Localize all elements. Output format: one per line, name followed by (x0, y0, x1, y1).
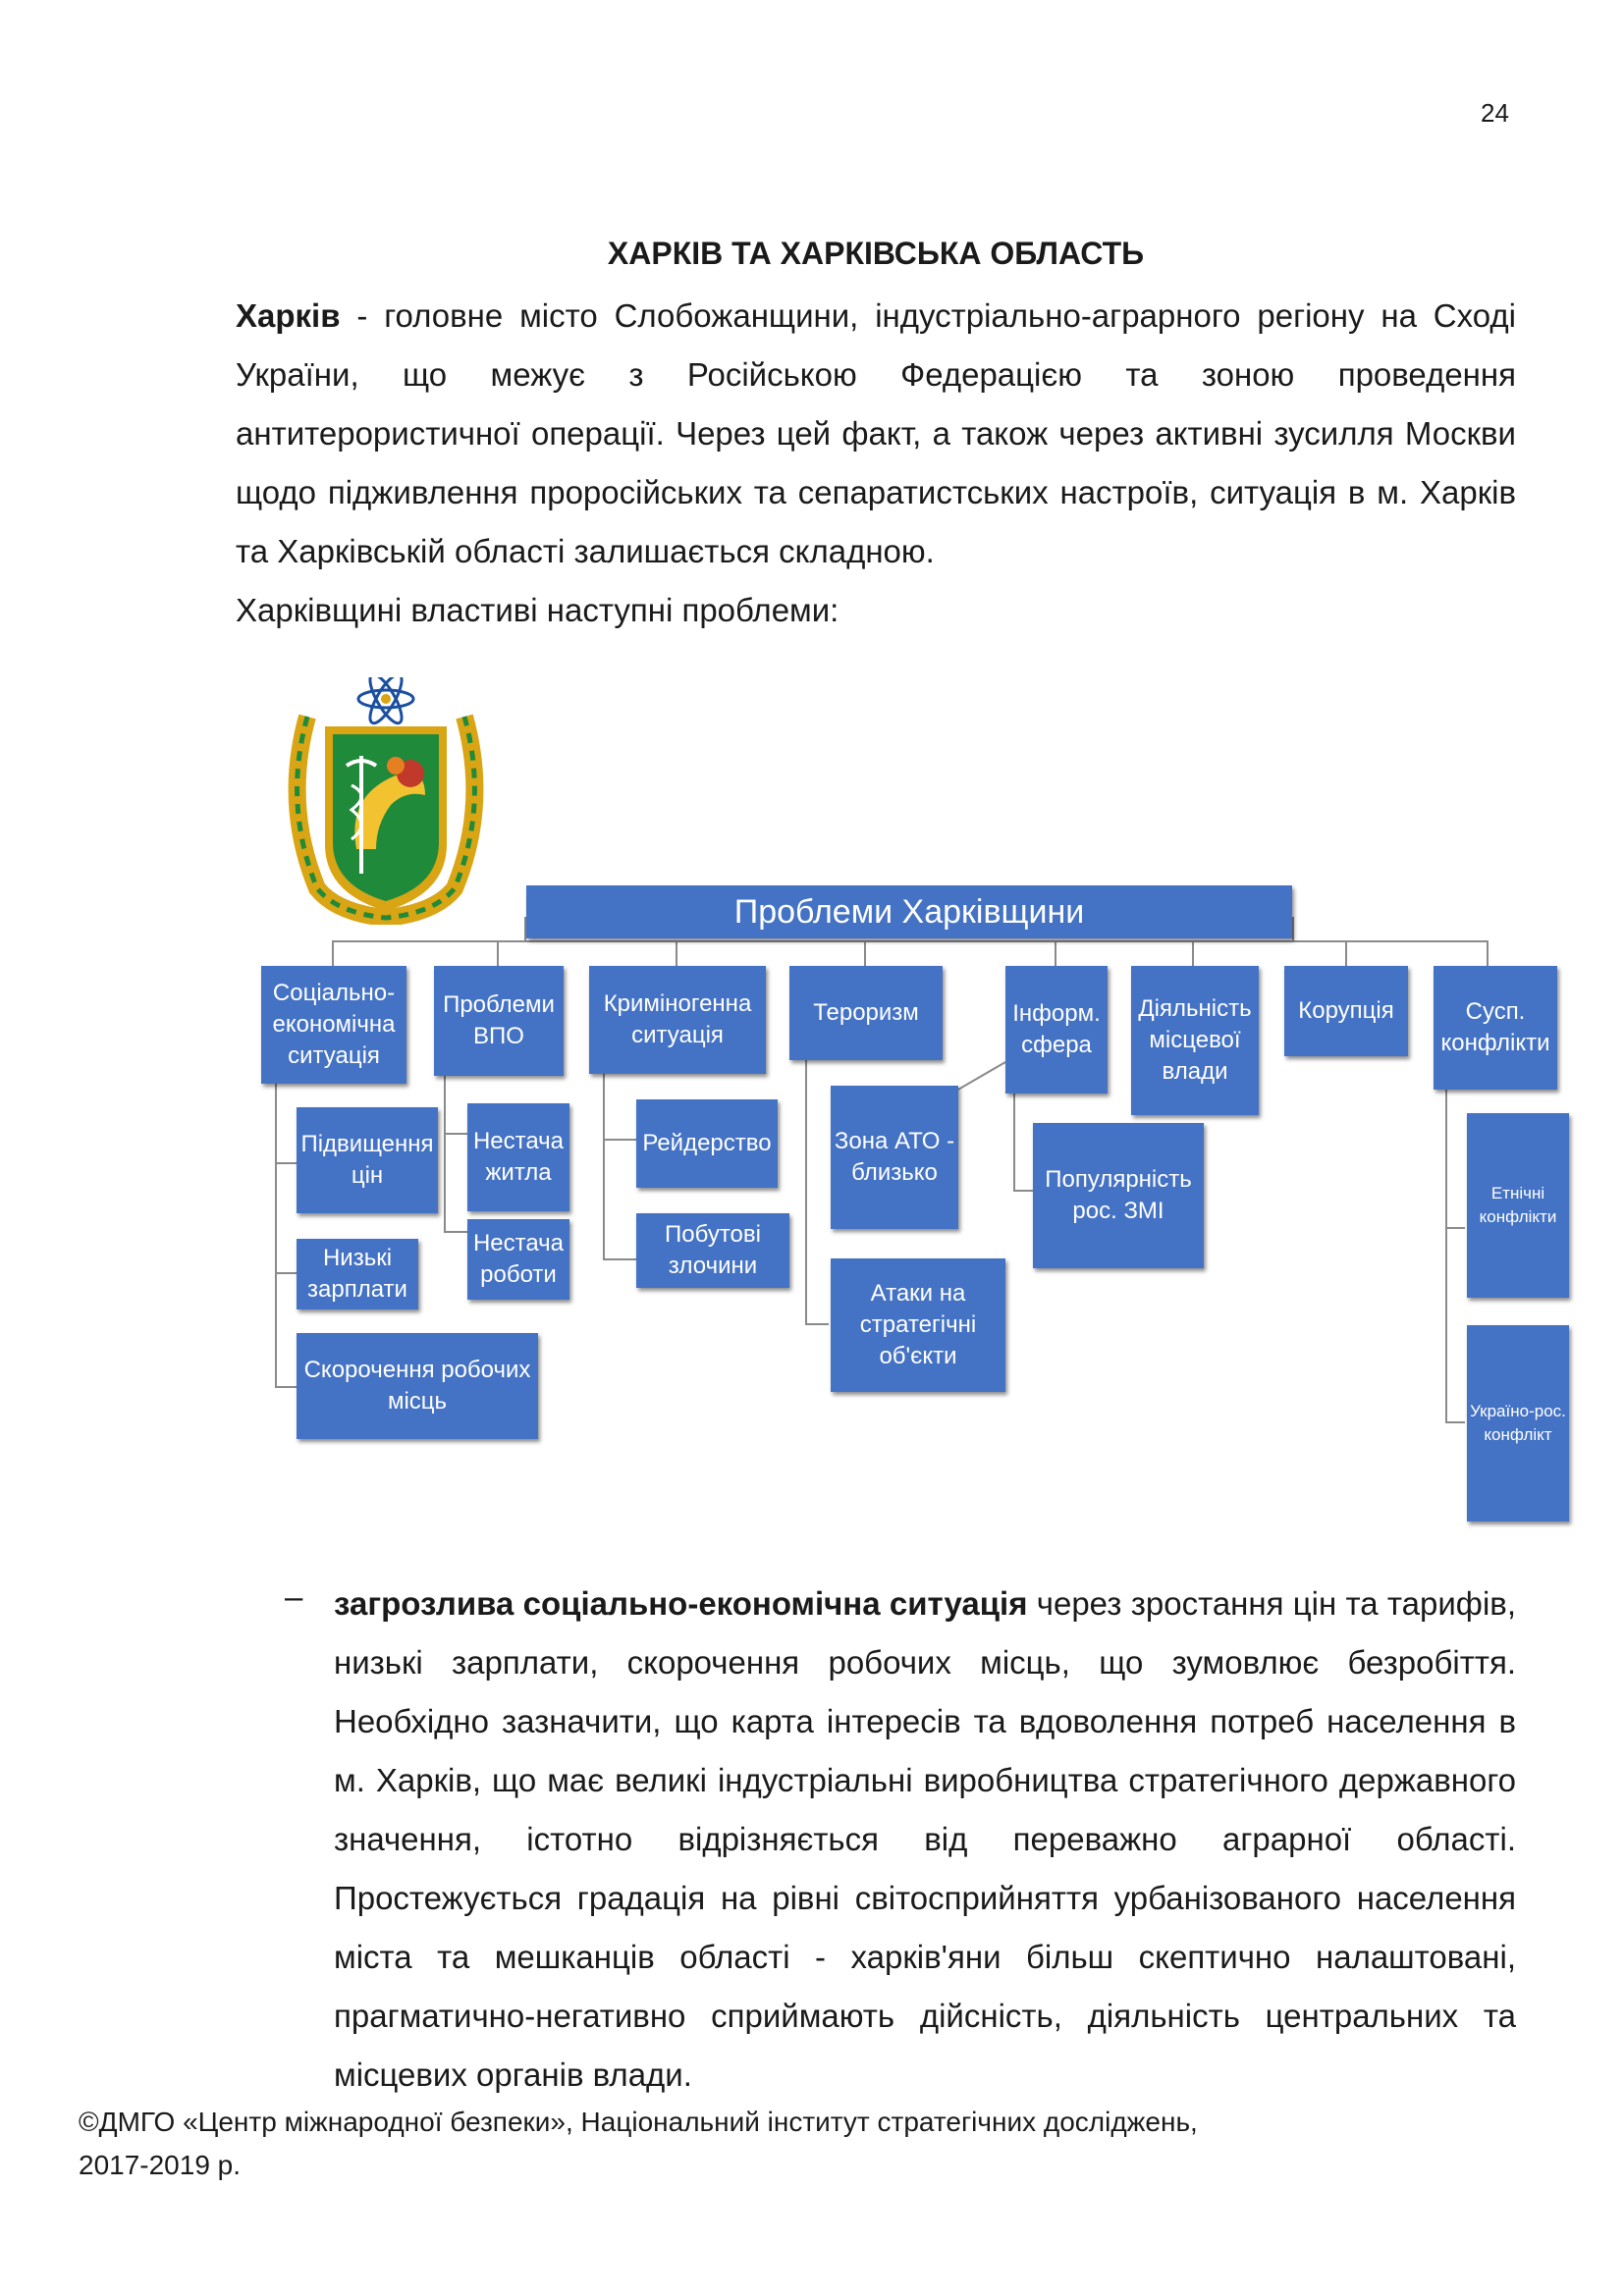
category-social-conflicts: Сусп. конфлікти (1434, 966, 1557, 1090)
category-socio-economic: Соціально-економічна ситуація (261, 966, 406, 1084)
sub-ethnic-conflicts: Етнічні конфлікти (1467, 1113, 1569, 1298)
sub-price-rise: Підвищення цін (297, 1107, 438, 1213)
sub-job-cuts: Скорочення робочих місць (297, 1333, 538, 1439)
category-crime: Криміногенна ситуація (589, 966, 766, 1074)
connector (332, 940, 334, 966)
connector (332, 940, 1489, 942)
category-corruption: Корупція (1284, 966, 1408, 1056)
connector (1345, 940, 1347, 966)
connector (1445, 1090, 1447, 1423)
kharkiv-emblem-icon (278, 677, 494, 925)
sub-ukr-ru-conflict: Україно-рос. конфлікт (1467, 1325, 1569, 1522)
connector (444, 1133, 467, 1135)
intro-paragraph (236, 287, 1516, 581)
sub-ato-zone: Зона АТО - близько (831, 1086, 958, 1229)
bullet-text: через зростання цін та тарифів, низькі зарплати, скорочення робочих місць, що зумовлює безробіття. Необхідно зазначити, що карта інтересів та вдоволення потреб населення в м. Харків, що має великі індустріальні виробництва стратегічного державного значення, істотно відрізняється від переважно аграрної області. Простежується градація на рівні світосприйняття урбанізованого населення міста та мешканців області - харків'яни більш скептично налаштовані, прагматично-негативно сприймають дійсність, діяльність центральних та місцевих органів влади. (334, 1585, 1516, 2093)
connector (603, 1139, 636, 1141)
footer (79, 2101, 1198, 2187)
connector (497, 940, 499, 966)
sub-strategic-attacks: Атаки на стратегічні об'єкти (831, 1258, 1005, 1392)
sub-work-shortage: Нестача роботи (467, 1219, 569, 1300)
sub-russian-media: Популярність рос. ЗМІ (1033, 1123, 1204, 1268)
connector (1055, 940, 1056, 966)
category-terrorism: Тероризм (789, 966, 943, 1060)
connector (805, 1060, 807, 1325)
connector (1292, 917, 1294, 942)
connector (1445, 1421, 1465, 1423)
sub-raiding: Рейдерство (636, 1099, 778, 1188)
problems-intro: Харківщині властиві наступні проблеми: (236, 592, 839, 628)
page-heading: ХАРКІВ ТА ХАРКІВСЬКА ОБЛАСТЬ (607, 236, 1145, 271)
connector (676, 940, 677, 966)
category-idp: Проблеми ВПО (434, 966, 564, 1076)
bullet-bold-lead: загрозлива соціально-економічна ситуація (334, 1585, 1028, 1622)
sub-low-wages: Низькі зарплати (297, 1239, 418, 1309)
footer-line-2: 2017-2019 р. (79, 2150, 242, 2180)
connector (864, 940, 866, 966)
connector (1445, 1227, 1465, 1229)
diagram-title: Проблеми Харківщини (526, 885, 1292, 938)
sub-housing-shortage: Нестача житла (467, 1103, 569, 1211)
connector (275, 1386, 297, 1388)
connector (275, 1084, 277, 1388)
connector (275, 1162, 297, 1164)
bullet-paragraph (334, 1575, 1516, 2105)
connector (1192, 940, 1194, 966)
connector (603, 1074, 605, 1260)
connector (1013, 1190, 1033, 1192)
intro-text: - головне місто Слобожанщини, індустріально-аграрного регіону на Сході України, що межує з Російською Федерацією та зоною проведення антитерористичної операції. Через цей факт, а також через активні зусилля Москви щодо підживлення проросійських та сепаратистських настроїв, ситуація в м. Харків та Харківській області залишається складною. (236, 297, 1516, 569)
category-local-government: Діяльність місцевої влади (1131, 966, 1259, 1115)
connector (1013, 1094, 1015, 1192)
connector (1487, 940, 1489, 966)
category-info-sphere: Інформ. сфера (1005, 966, 1108, 1094)
connector (603, 1258, 636, 1260)
bullet-marker: – (285, 1578, 303, 1615)
footer-line-1: ©ДМГО «Центр міжнародної безпеки», Національний інститут стратегічних досліджень, (79, 2107, 1198, 2137)
connector (275, 1272, 297, 1274)
page-number: 24 (1481, 98, 1509, 128)
connector (444, 1076, 446, 1233)
connector (444, 1231, 467, 1233)
intro-bold-lead: Харків (236, 297, 341, 334)
sub-household-crimes: Побутові злочини (636, 1213, 789, 1288)
connector (805, 1323, 829, 1325)
